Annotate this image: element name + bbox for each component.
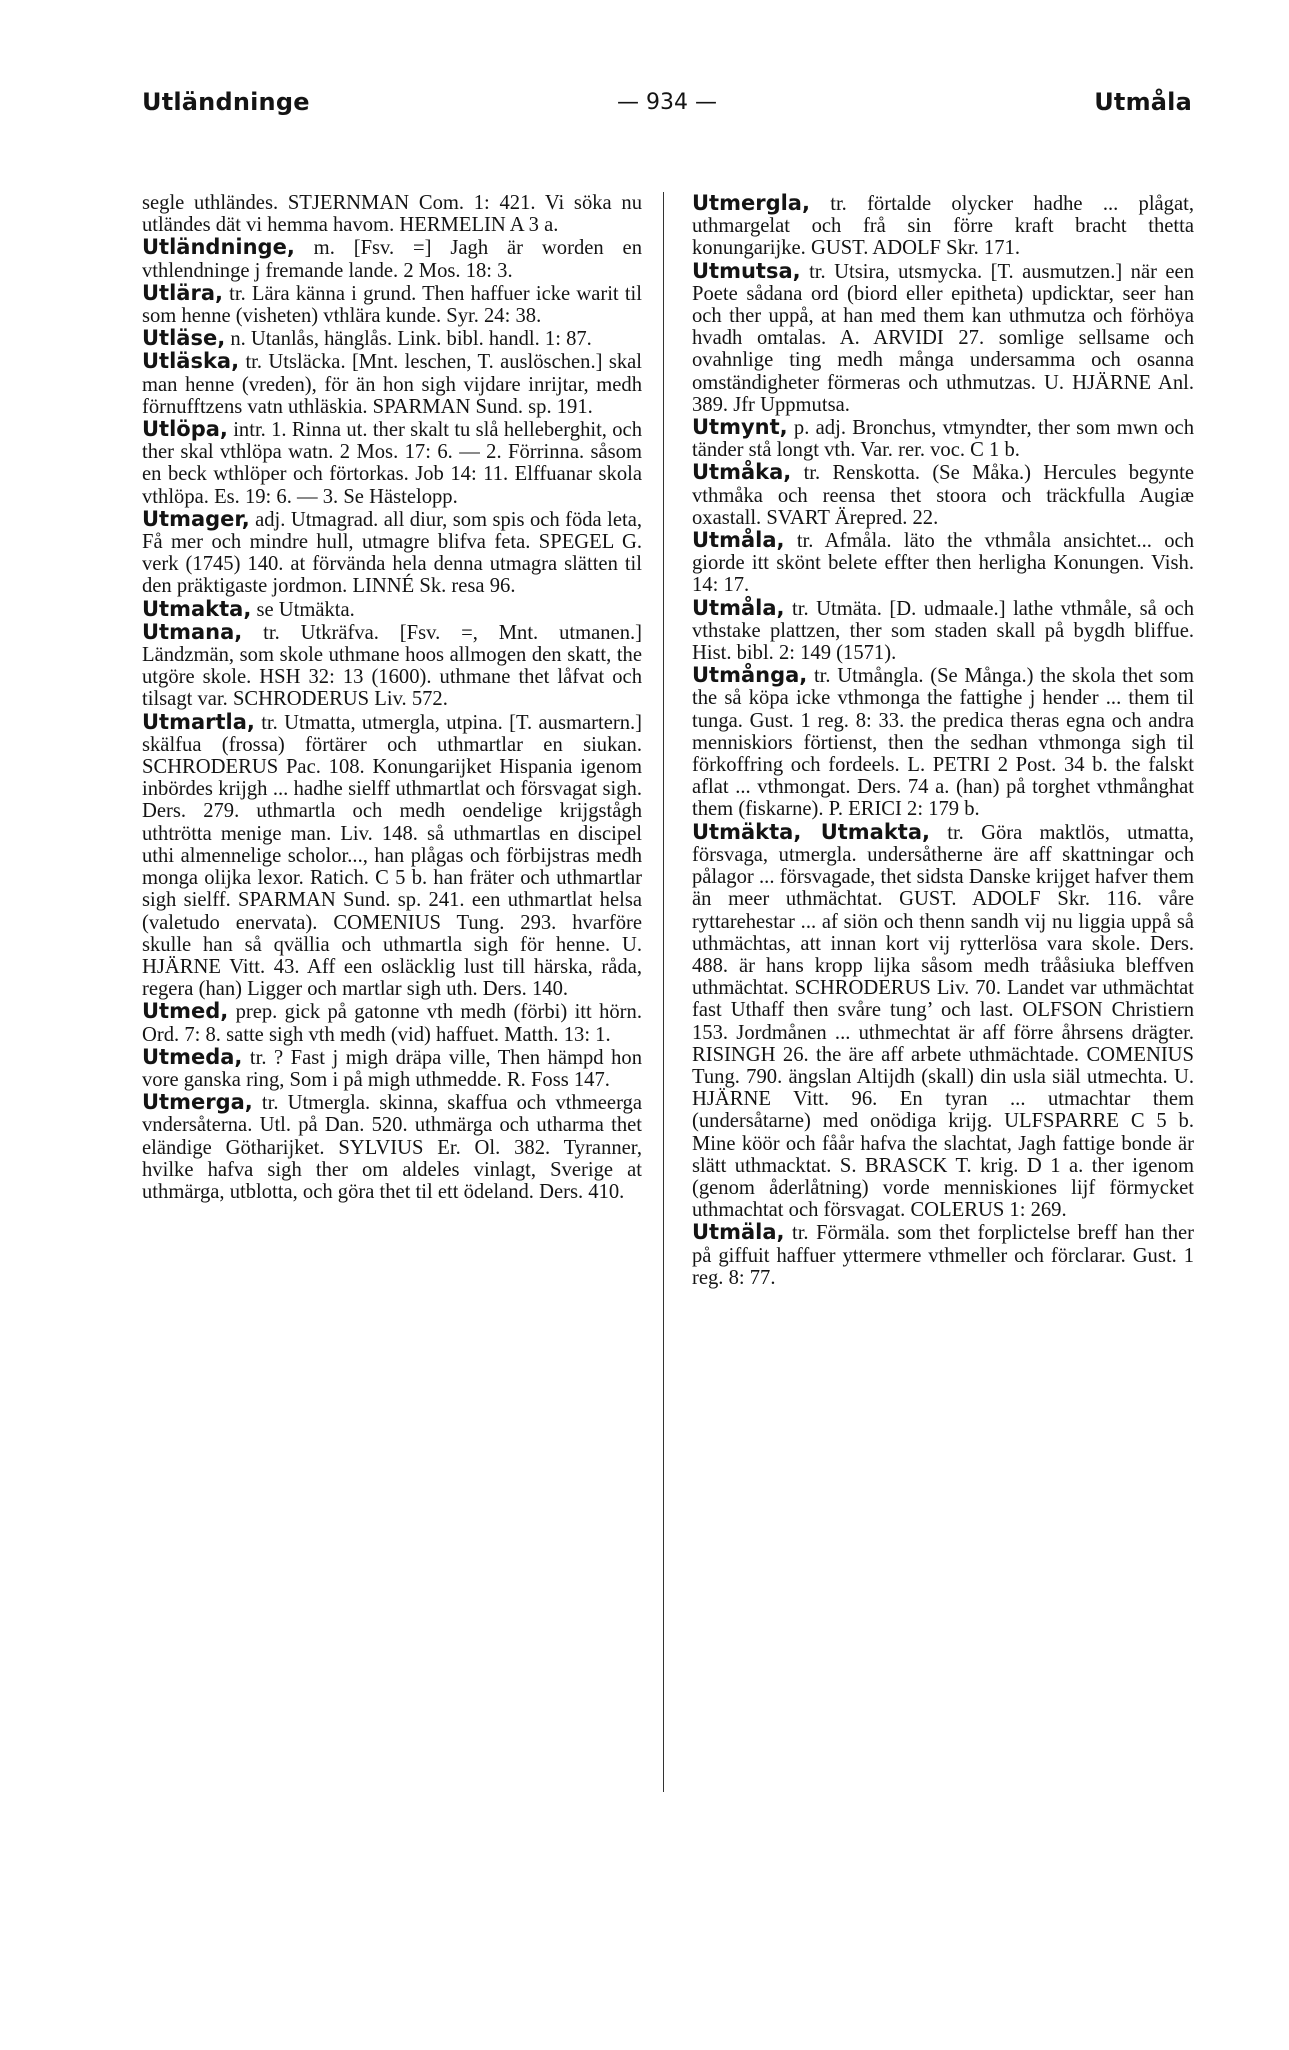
- continued-entry: [142, 192, 642, 236]
- entry-body: tr. Utkräfva. [Fsv. =, Mnt. utmanen.] Ländzmän, som skole uthmane hoos allmogen den skatt, the utgöre skole. HSH 32: 13 (1600). uthmane thet låfvat och tilsagt var. SCHRODERUS Liv. 572.: [142, 621, 642, 711]
- entry-body: tr. Göra maktlös, utmatta, försvaga, utmergla. undersåtherne äre aff skattningar och pålagor ... försvagade, thet sidsta Danske krijget hafver them än meer uthmächtat. GUST. ADOLF Skr. 116. våre ryttarehestar ... af siön och thenn sandh vij nu liggia uppå så uthmächtas, att innan kort vij rytterlösa vara skole. Ders. 488. är hans kropp lijka såsom medh trååsiuka bleffven uthmächtat. SCHRODERUS Liv. 70. Landet var uthmächtat fast Uthaff then svåre tung’ och last. OLFSON Christiern 153. Jordmånen ... uthmechtat är aff förre åhrsens drägter. RISINGH 26. the äre aff arbete uthmächtade. COMENIUS Tung. 790. ängslan Altijdh (skall) din usla siäl utmechta. U. HJÄRNE Vitt. 96. En tyran ... utmachtar them (undersåtarne) med onödiga krijg. ULFSPARRE C 5 b. Mine köör och fåår hafva the slachtat, Jagh fattige bonde är slätt uthmacktat. S. BRASCK T. krig. D 1 a. ther igenom (genom åderlåtning) vorde menniskiones lijf förmycket uthmachtat och försvagat. COLERUS 1: 269.: [692, 821, 1194, 1222]
- entry-body: tr. Renskotta. (Se Måka.) Hercules begynte vthmåka och reensa thet stoora och träckfulla Augiæ oxastall. SVART Ärepred. 22.: [692, 462, 1194, 529]
- dictionary-entry: [692, 416, 1194, 461]
- dictionary-entry: [142, 621, 642, 711]
- entry-headword: Utläse,: [142, 326, 226, 351]
- column-divider: [663, 192, 664, 1792]
- entry-body: tr. Utsläcka. [Mnt. leschen, T. auslöschen.] skal man henne (vreden), för än hon sigh vijdare inrijtar, medh förnufftzens vatn uthläskia. SPARMAN Sund. sp. 191.: [142, 351, 642, 418]
- entry-headword: Utmeda,: [142, 1044, 243, 1069]
- entry-body: tr. Utmångla. (Se Många.) the skola thet som the så köpa icke vthmonga the fattighe j hender ... them til tunga. Gust. 1 reg. 8: 33. the predica theras egna och andra menniskiors förtienst, then the sedhan vthmonga sigh til förkoffring och fordeels. L. PETRI 2 Post. 34 b. the falskt aflat ... vthmongat. Ders. 74 a. (han) på torghet vthmånghat them (fiskarne). P. ERICI 2: 179 b.: [692, 665, 1194, 821]
- entry-body: tr. förtalde olycker hadhe ... plågat, uthmargelat och frå sin förre kraft bracht thetta konungarijke. GUST. ADOLF Skr. 171.: [692, 193, 1194, 260]
- entry-headword: Utmed,: [142, 999, 229, 1024]
- dictionary-entry: [142, 236, 642, 281]
- entry-headword: Utmåka,: [692, 460, 792, 485]
- entry-headword: Utmana,: [142, 619, 243, 644]
- dictionary-entry: [692, 461, 1194, 529]
- dictionary-entry: [692, 529, 1194, 597]
- entry-headword: Utmåla,: [692, 528, 785, 553]
- entry-headword: Utmåla,: [692, 595, 785, 620]
- running-head-right: Utmåla: [1094, 88, 1192, 116]
- dictionary-entry: [692, 1221, 1194, 1289]
- entry-body: tr. Utsira, utsmycka. [T. ausmutzen.] när een Poete sådana ord (biord eller epitheta) updicktar, seer han och ther uppå, at han med them kan uthmutza och förhöya hvadh omtalas. A. ARVIDI 27. somlige sellsame och ovahnlige ting medh många undersamma och osanna omständigheter förmeras och uthmutzas. U. HJÄRNE Anl. 389. Jfr Uppmutsa.: [692, 260, 1194, 416]
- dictionary-entry: [142, 1046, 642, 1091]
- entry-body: tr. Utmatta, utmergla, utpina. [T. ausmartern.] skälfua (frossa) förtärer och uthmartlar en siukan. SCHRODERUS Pac. 108. Konungarijket Hispania igenom inbördes krijgh ... hadhe sielff uthmartlat och försvagat sigh. Ders. 279. uthmartla och medh oendelige krijgstågh uthtrötta menige man. Liv. 148. så uthmartlas en discipel uthi almennelige scholor..., han plågas och förbijstras medh monga olijka lexor. Ratich. C 5 b. han fräter och uthmartlar sigh sielff. SPARMAN Sund. sp. 241. een uthmartlat helsa (valetudo enervata). COMENIUS Tung. 293. hvarföre skulle han så qvällia och uthmartla sigh för henne. U. HJÄRNE Vitt. 43. Aff een osläcklig lust till härska, råda, regera (han) Ligger och martlar sigh uth. Ders. 140.: [142, 711, 642, 1001]
- entry-headword: Utmager,: [142, 506, 250, 531]
- dictionary-entry: [692, 664, 1194, 820]
- dictionary-entry: [692, 192, 1194, 260]
- entry-body: segle uthländes. STJERNMAN Com. 1: 421. Vi söka nu utländes dät vi hemma havom. HERMELIN A 3 a.: [142, 192, 642, 237]
- page-number: — 934 —: [617, 90, 717, 115]
- left-column: [142, 192, 642, 1203]
- entry-body: tr. Lära känna i grund. Then haffuer icke warit til som henne (visheten) vthlära kunde. Syr. 24: 38.: [142, 282, 642, 328]
- entry-headword: Utmartla,: [142, 709, 255, 734]
- page-header: [142, 88, 1192, 128]
- entry-body: prep. gick på gatonne vth medh (förbi) itt hörn. Ord. 7: 8. satte sigh vth medh (vid) haffuet. Matth. 13: 1.: [142, 1001, 642, 1046]
- dictionary-entry: [142, 350, 642, 418]
- entry-body: tr. ? Fast j migh dräpa ville, Then hämpd hon vore ganska ring, Som i på migh uthmedde. R. Foss 147.: [142, 1046, 642, 1091]
- entry-headword: Utmynt,: [692, 415, 788, 440]
- entry-headword: Utläska,: [142, 349, 240, 374]
- entry-body: tr. Utmergla. skinna, skaffua och vthmeerga vndersåterna. Utl. på Dan. 520. uthmärga och utharma thet eländige Götharijket. SYLVIUS Er. Ol. 382. Tyranner, hvilke hafva sigh ther om aldeles vinlagt, Sverige at uthmärga, utblotta, och göra thet til ett ödeland. Ders. 410.: [142, 1092, 642, 1203]
- entry-body: tr. Afmåla. läto the vthmåla ansichtet... och giorde itt skönt belete effter then herligha Konungen. Vish. 14: 17.: [692, 530, 1194, 597]
- entry-headword: Utmånga,: [692, 663, 808, 688]
- entry-headword: Utlära,: [142, 280, 223, 305]
- dictionary-entry: [142, 1000, 642, 1045]
- entry-headword: Utländninge,: [142, 235, 295, 260]
- entry-body: intr. 1. Rinna ut. ther skalt tu slå helleberghit, och ther skal vthlöpa watn. 2 Mos. 17: 6. — 2. Förrinna. såsom en beck wthlöper och förtorkas. Job 14: 11. Elffuanar skola vthlöpa. Es. 19: 6. — 3. Se Hästelopp.: [142, 419, 642, 508]
- entry-body: n. Utanlås, hänglås. Link. bibl. handl. 1: 87.: [225, 328, 592, 351]
- dictionary-entry: [142, 327, 642, 350]
- entry-headword: Utmakta,: [142, 596, 252, 621]
- entry-body: p. adj. Bronchus, vtmyndter, ther som mwn och tänder stå longt vth. Var. rer. voc. C 1 b.: [692, 417, 1194, 462]
- dictionary-entry: [692, 260, 1194, 416]
- dictionary-entry: [142, 1091, 642, 1203]
- dictionary-entry: [142, 598, 642, 621]
- entry-body: tr. Förmäla. som thet forplictelse breff han ther på giffuit haffuer yttermere vthmeller och förclarar. Gust. 1 reg. 8: 77.: [692, 1222, 1194, 1289]
- entry-headword: Utmergla,: [692, 191, 810, 215]
- dictionary-entry: [142, 418, 642, 508]
- dictionary-entry: [142, 282, 642, 327]
- entry-body: adj. Utmagrad. all diur, som spis och föda leta, Få mer och mindre hull, utmagre blifva feta. SPEGEL G. verk (1745) 140. at förvända hela denna utmagra slätten til den präktigaste jordmon. LINNÉ Sk. resa 96.: [142, 508, 642, 598]
- dictionary-entry: [142, 711, 642, 1001]
- right-column: [692, 192, 1194, 1289]
- entry-headword: Utmerga,: [142, 1090, 253, 1115]
- dictionary-entry: [142, 508, 642, 598]
- entry-headword: Utmäkta, Utmakta,: [692, 819, 930, 844]
- dictionary-entry: [692, 597, 1194, 665]
- entry-body: m. [Fsv. =] Jagh är worden en vthlendninge j fremande lande. 2 Mos. 18: 3.: [142, 237, 642, 282]
- entry-body: se Utmäkta.: [251, 598, 355, 621]
- entry-headword: Utlöpa,: [142, 417, 228, 442]
- entry-headword: Utmutsa,: [692, 258, 801, 283]
- running-head-left: Utländninge: [142, 88, 310, 116]
- entry-body: tr. Utmäta. [D. udmaale.] lathe vthmåle, så och vthstake plattzen, ther som staden skall på bygdh bliffue. Hist. bibl. 2: 149 (1571).: [692, 597, 1194, 665]
- dictionary-entry: [692, 821, 1194, 1222]
- entry-headword: Utmäla,: [692, 1220, 785, 1245]
